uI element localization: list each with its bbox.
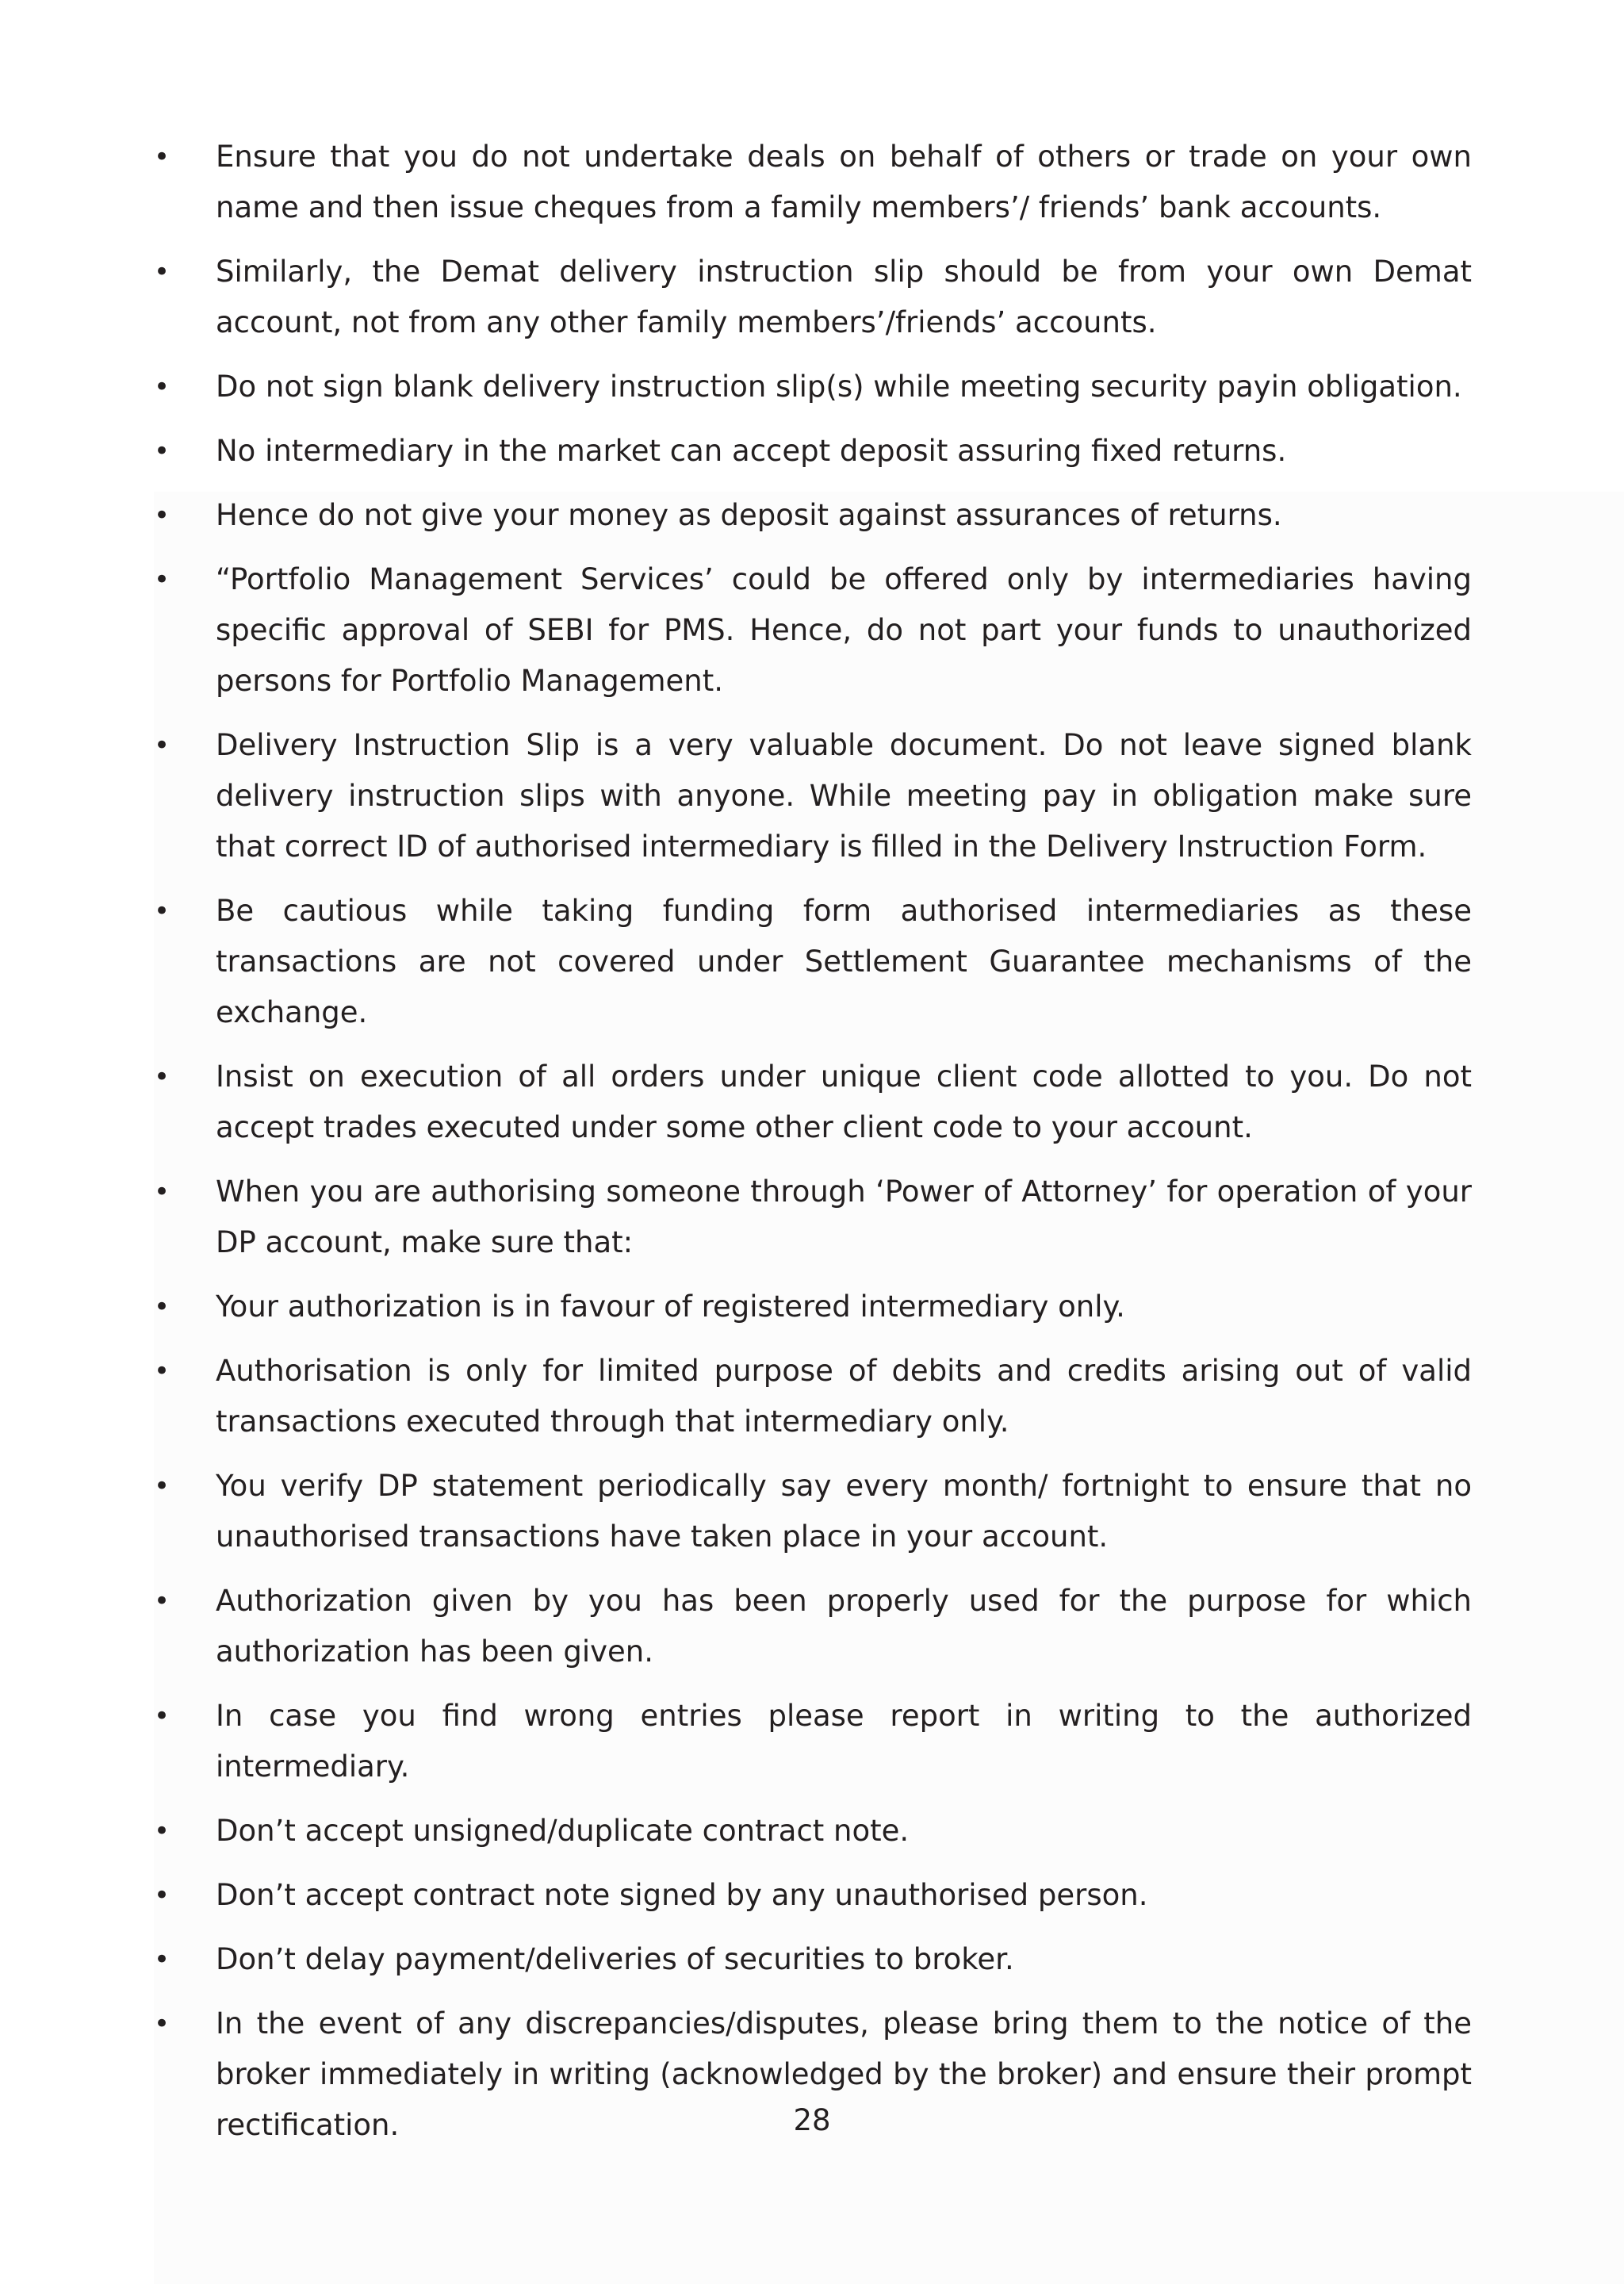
list-item-text: Don’t accept contract note signed by any unauthorised person. — [216, 1878, 1148, 1912]
bullet-icon: • — [154, 1291, 170, 1323]
list-item-text: You verify DP statement periodically say every month/ fortnight to ensure that no unauthorised transactions have taken place in your account. — [216, 1469, 1472, 1554]
list-item — [152, 1576, 1472, 1677]
bullet-icon: • — [154, 1176, 170, 1208]
page-number: 28 — [793, 2103, 831, 2137]
list-item — [152, 1870, 1472, 1921]
list-item — [152, 1282, 1472, 1332]
list-item — [152, 1052, 1472, 1153]
list-item-text: When you are authorising someone through ‘Power of Attorney’ for operation of your DP account, make sure that: — [216, 1175, 1472, 1259]
bullet-icon: • — [154, 435, 170, 467]
list-item-text: In case you find wrong entries please report in writing to the authorized intermediary. — [216, 1699, 1472, 1784]
list-item — [152, 247, 1472, 348]
list-item — [152, 1167, 1472, 1268]
bullet-icon: • — [154, 564, 170, 596]
list-item — [152, 426, 1472, 477]
list-item — [152, 1346, 1472, 1447]
list-item — [152, 886, 1472, 1038]
list-item-text: Hence do not give your money as deposit against assurances of returns. — [216, 498, 1282, 532]
list-item-text: Authorization given by you has been properly used for the purpose for which authorization has been given. — [216, 1584, 1472, 1669]
list-item-text: Delivery Instruction Slip is a very valuable document. Do not leave signed blank delivery instruction slips with anyone. While meeting pay in obligation make sure that correct ID of authorised intermediary is filled in the Delivery Instruction Form. — [216, 728, 1472, 864]
list-item-text: Be cautious while taking funding form authorised intermediaries as these transactions are not covered under Settlement Guarantee mechanisms of the exchange. — [216, 894, 1472, 1029]
bullet-icon: • — [154, 1585, 170, 1617]
list-item-text: Don’t accept unsigned/duplicate contract note. — [216, 1814, 910, 1848]
bullet-icon: • — [154, 895, 170, 927]
list-item-text: “Portfolio Management Services’ could be offered only by intermediaries having specific approval of SEBI for PMS. Hence, do not part your funds to unauthorized persons for Portfolio Management. — [216, 562, 1472, 698]
list-item — [152, 1806, 1472, 1857]
list-item-text: Insist on execution of all orders under unique client code allotted to you. Do not accept trades executed under some other client code to your account. — [216, 1060, 1472, 1144]
list-item-text: No intermediary in the market can accept deposit assuring fixed returns. — [216, 434, 1287, 468]
bullet-icon: • — [154, 371, 170, 403]
list-item-text: Authorisation is only for limited purpose of debits and credits arising out of valid transactions executed through that intermediary only. — [216, 1354, 1472, 1439]
bullet-icon: • — [154, 1944, 170, 1976]
bullet-list — [152, 132, 1472, 2164]
bullet-icon: • — [154, 500, 170, 531]
bullet-icon: • — [154, 141, 170, 173]
list-item — [152, 554, 1472, 707]
list-item-text: Ensure that you do not undertake deals on behalf of others or trade on your own name and then issue cheques from a family members’/ friends’ bank accounts. — [216, 140, 1472, 224]
bullet-icon: • — [154, 1700, 170, 1732]
list-item-text: In the event of any discrepancies/disputes, please bring them to the notice of the broker immediately in writing (acknowledged by the broker) and ensure their prompt rectification. — [216, 2006, 1472, 2142]
list-item-text: Don’t delay payment/deliveries of securities to broker. — [216, 1942, 1014, 1976]
bullet-icon: • — [154, 1880, 170, 1911]
list-item-text: Do not sign blank delivery instruction slip(s) while meeting security payin obligation. — [216, 370, 1462, 404]
list-item-text: Your authorization is in favour of registered intermediary only. — [216, 1290, 1125, 1324]
list-item — [152, 1934, 1472, 1985]
list-item — [152, 132, 1472, 233]
list-item — [152, 490, 1472, 541]
bullet-icon: • — [154, 1815, 170, 1847]
list-item — [152, 720, 1472, 872]
list-item-text: Similarly, the Demat delivery instruction slip should be from your own Demat account, not from any other family members’/friends’ accounts. — [216, 255, 1472, 339]
bullet-icon: • — [154, 1355, 170, 1387]
list-item — [152, 362, 1472, 412]
bullet-icon: • — [154, 256, 170, 288]
bullet-icon: • — [154, 1061, 170, 1093]
bullet-icon: • — [154, 1470, 170, 1502]
list-item — [152, 1461, 1472, 1562]
bullet-icon: • — [154, 730, 170, 761]
bullet-icon: • — [154, 2008, 170, 2040]
list-item — [152, 1691, 1472, 1792]
